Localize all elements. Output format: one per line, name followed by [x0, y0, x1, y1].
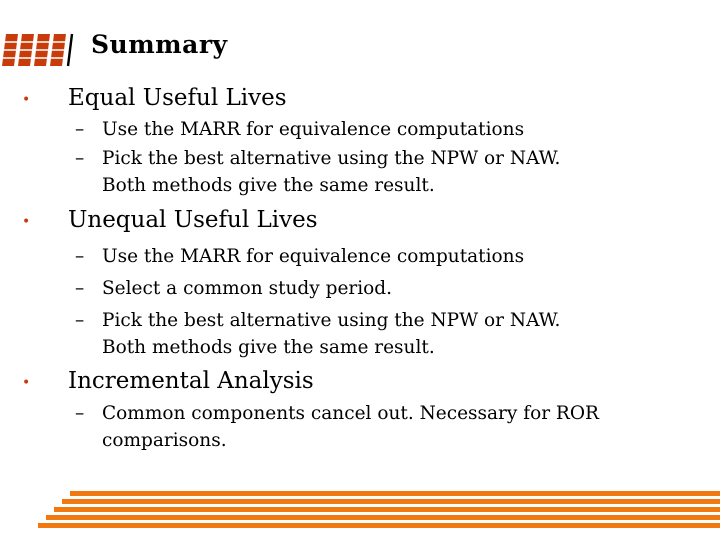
bullet-icon: •: [22, 375, 31, 391]
dash-icon: –: [75, 310, 85, 331]
dash-icon: –: [75, 278, 85, 299]
list-item-text: Select a common study period.: [102, 278, 393, 299]
slide-title: Summary: [91, 30, 228, 59]
list-item-text: Pick the best alternative using the NPW or NAW.: [102, 148, 561, 169]
dash-icon: –: [75, 246, 85, 267]
list-item-text: Common components cancel out. Necessary for ROR: [102, 403, 599, 424]
list-item-text: Both methods give the same result.: [102, 337, 435, 358]
section-heading: Incremental Analysis: [68, 368, 314, 394]
logo-icon: [0, 30, 80, 70]
list-item-text: Use the MARR for equivalence computations: [102, 119, 525, 140]
dash-icon: –: [75, 148, 85, 169]
list-item-text: Use the MARR for equivalence computations: [102, 246, 525, 267]
bullet-icon: •: [22, 214, 31, 230]
dash-icon: –: [75, 119, 85, 140]
list-item-text: Both methods give the same result.: [102, 175, 435, 196]
list-item-text: comparisons.: [102, 430, 227, 451]
bullet-icon: •: [22, 92, 31, 108]
list-item-text: Pick the best alternative using the NPW or NAW.: [102, 310, 561, 331]
section-heading: Equal Useful Lives: [68, 85, 287, 111]
dash-icon: –: [75, 403, 85, 424]
section-heading: Unequal Useful Lives: [68, 207, 318, 233]
